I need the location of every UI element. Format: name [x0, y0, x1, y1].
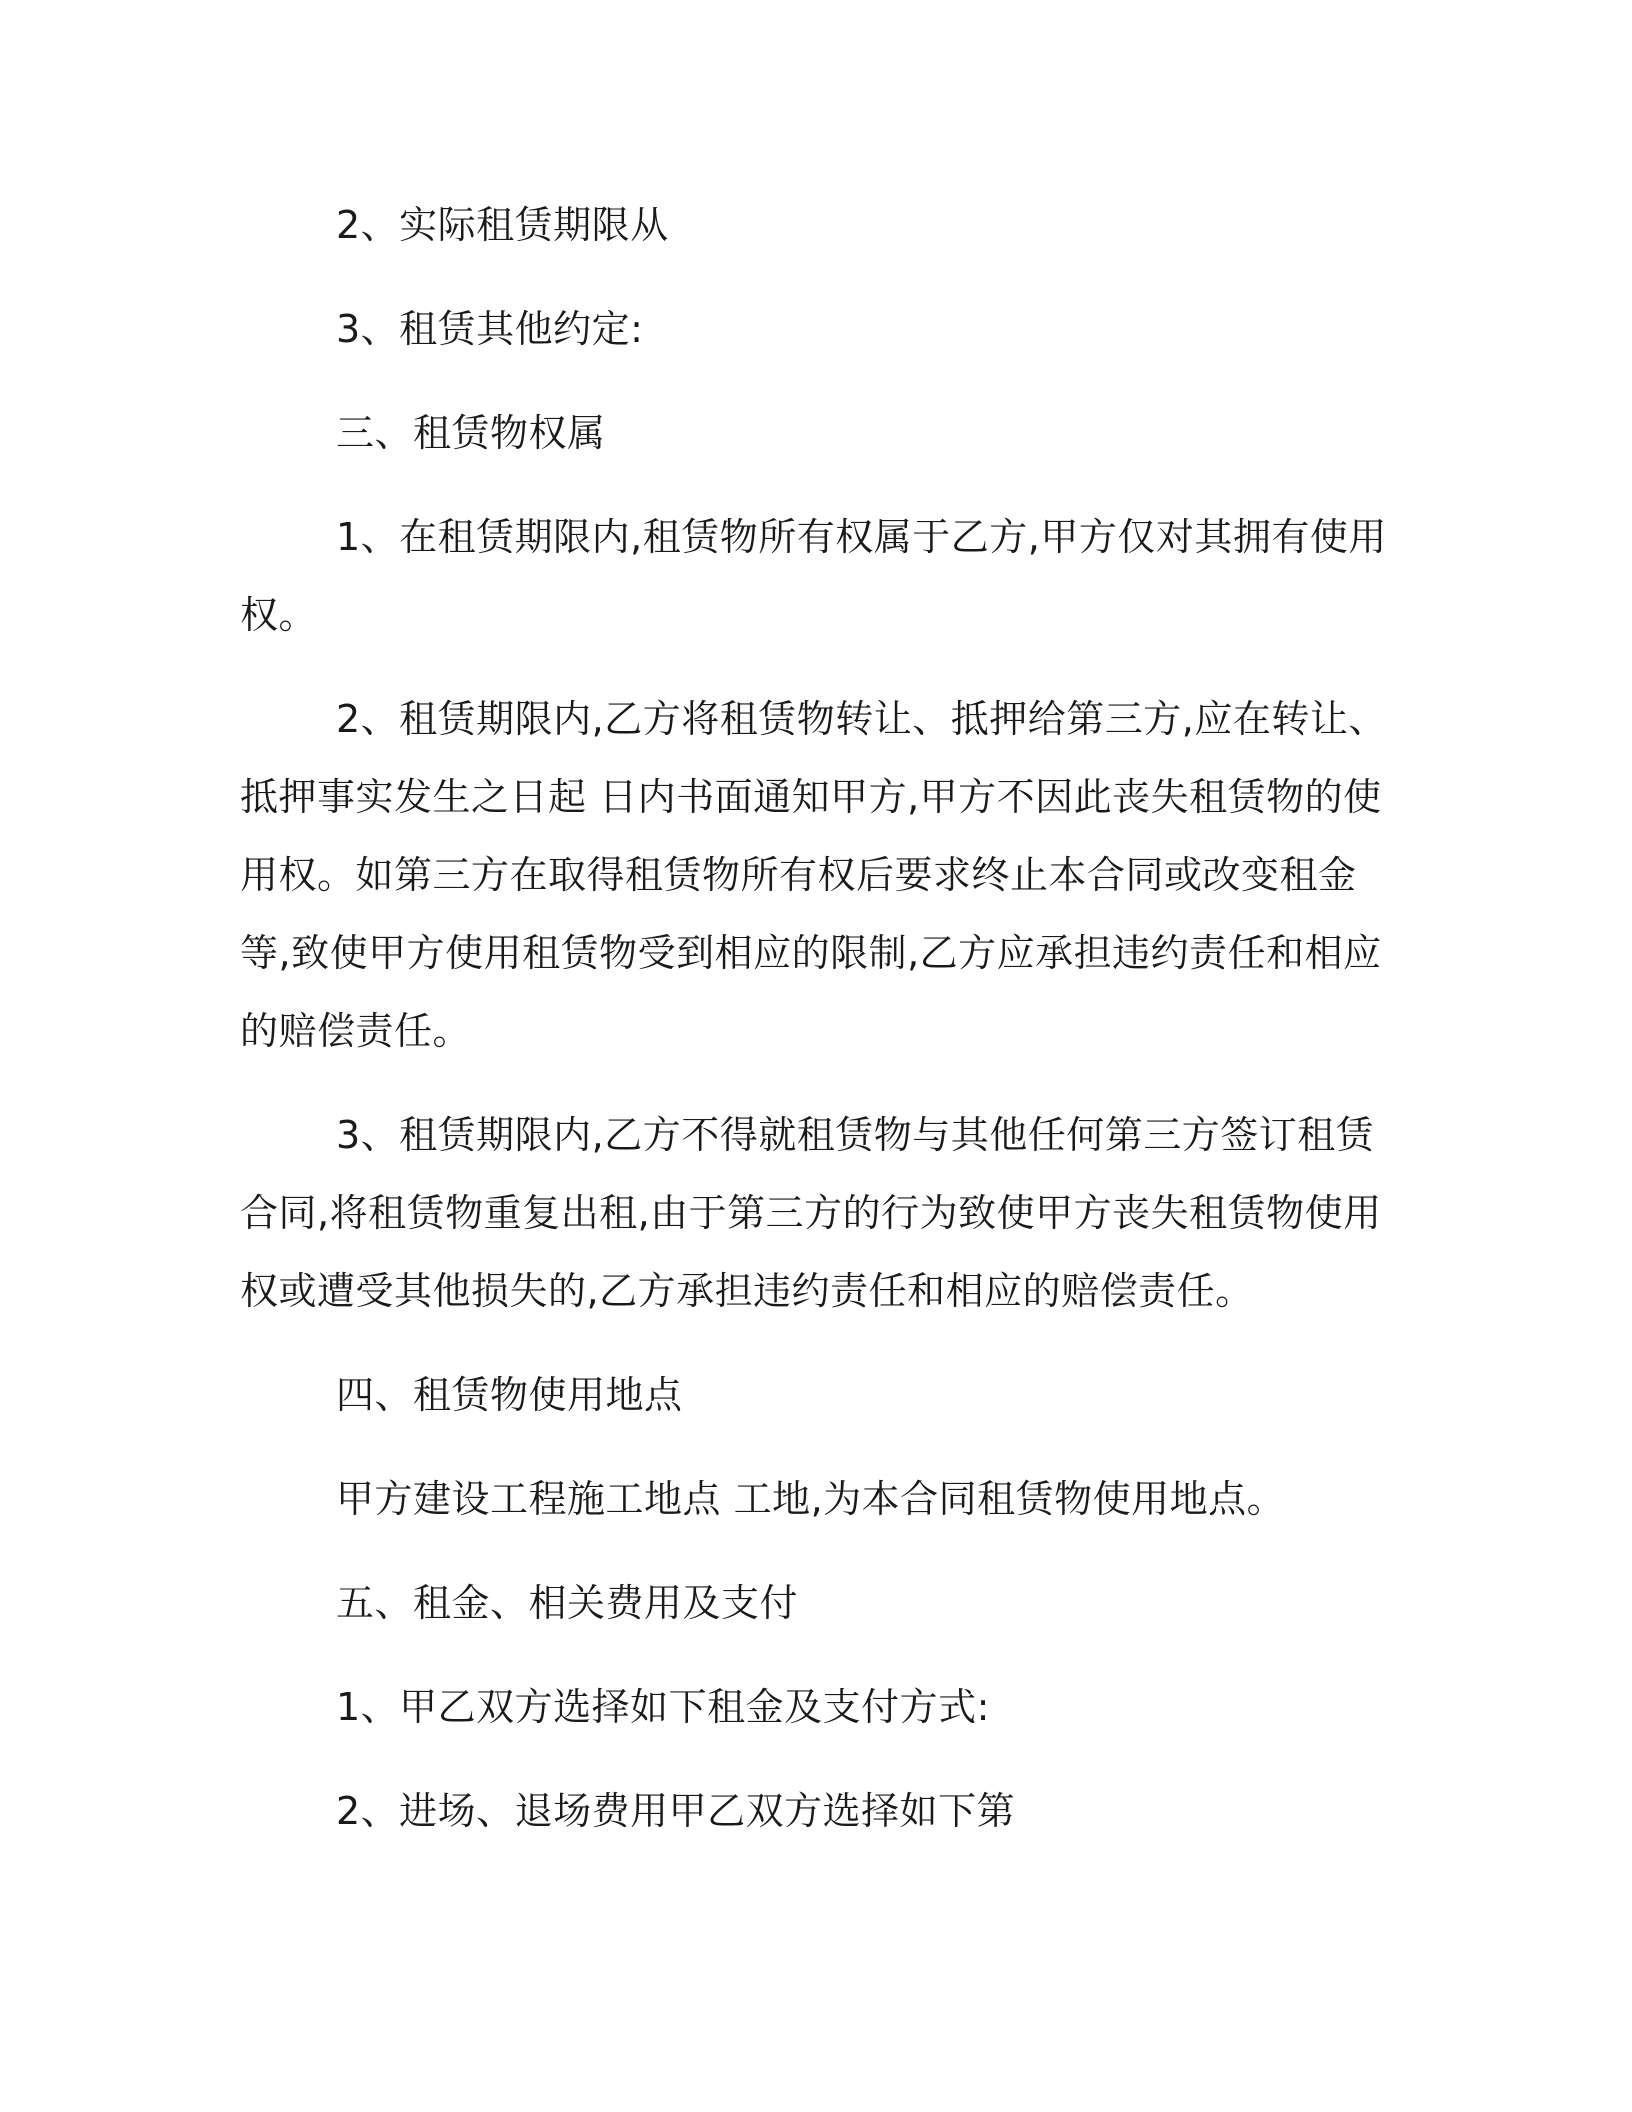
paragraph-lease-other-terms: 3、租赁其他约定:: [336, 307, 644, 351]
paragraph-ownership-2: 2、租赁期限内,乙方将租赁物转让、抵押给第三方,应在转让、抵押事实发生之日起 日内书面通知甲方,甲方不因此丧失租赁物的使用权。如第三方在取得租赁物所有权后要求终止本合同或改变租金等,致使甲方使用租赁物受到相应的限制,乙方应承担违约责任和相应的赔偿责任。: [240, 697, 1387, 1053]
document-body: [240, 186, 1392, 1876]
paragraph-rent-2: 2、进场、退场费用甲乙双方选择如下第: [336, 1789, 1016, 1833]
paragraph-location: 甲方建设工程施工地点 工地,为本合同租赁物使用地点。: [336, 1477, 1286, 1521]
paragraph-ownership-1: 1、在租赁期限内,租赁物所有权属于乙方,甲方仅对其拥有使用权。: [240, 515, 1387, 637]
paragraph-rent-1: 1、甲乙双方选择如下租金及支付方式:: [336, 1685, 990, 1729]
paragraph-ownership-3: 3、租赁期限内,乙方不得就租赁物与其他任何第三方签订租赁合同,将租赁物重复出租,由于第三方的行为致使甲方丧失租赁物使用权或遭受其他损失的,乙方承担违约责任和相应的赔偿责任。: [240, 1113, 1382, 1313]
section-heading-location: 四、租赁物使用地点: [336, 1373, 683, 1417]
section-heading-ownership: 三、租赁物权属: [336, 411, 606, 455]
paragraph-lease-term-actual: 2、实际租赁期限从: [336, 203, 669, 247]
section-heading-rent: 五、租金、相关费用及支付: [336, 1581, 799, 1625]
